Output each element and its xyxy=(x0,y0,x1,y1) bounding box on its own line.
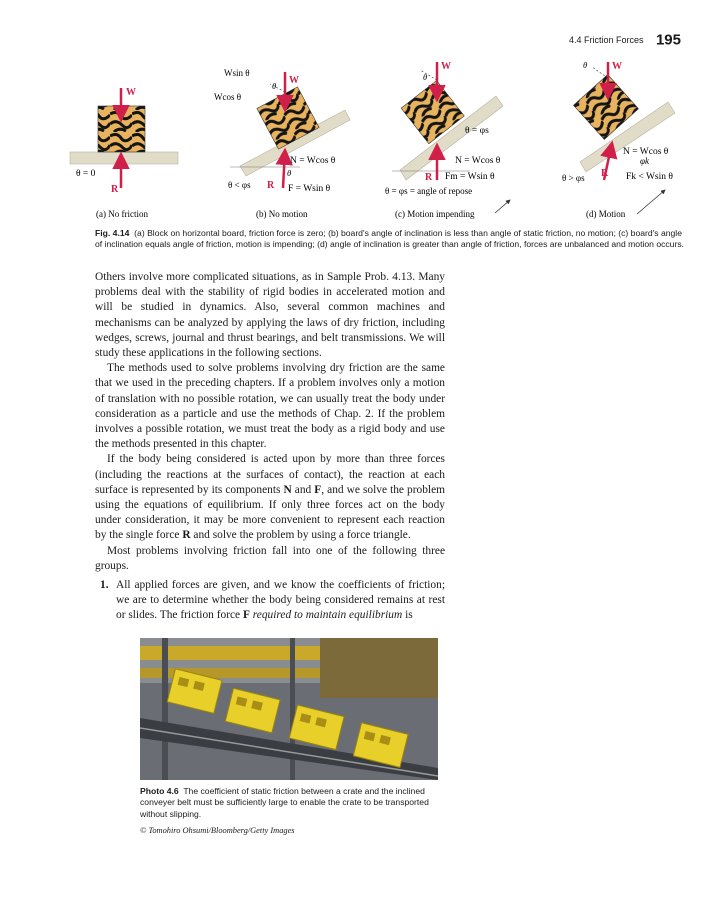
label-theta-c: θ xyxy=(423,72,428,82)
label-R-d: R xyxy=(601,168,609,179)
paragraph-1: Others involve more complicated situations, as in Sample Prob. 4.13. Many problems deal with the stability of rigid bodies in accelerated motion and will be studied in dynamics. Also, several common machines and mechanisms can be analyzed by applying the laws of dry friction, including wedges, screws, journal and thrust bearings, and belt transmissions. We will study these applications in the following sections. xyxy=(95,271,445,360)
panel-c-label: (c) Motion impending xyxy=(395,209,475,219)
label-N-b: N = Wcos θ xyxy=(290,156,336,166)
label-W-c: W xyxy=(441,61,451,72)
label-F-c: Fm = Wsin θ xyxy=(445,172,495,182)
label-theta-a: θ = 0 xyxy=(76,169,96,179)
figure-label: Fig. 4.14 xyxy=(95,228,130,238)
label-theta-b: θ xyxy=(272,81,277,91)
panel-d xyxy=(562,60,675,219)
panel-a-label: (a) No friction xyxy=(96,209,148,219)
label-F-d: Fk < Wsin θ xyxy=(626,172,673,182)
label-W-a: W xyxy=(126,87,136,98)
item1-bold-F: F xyxy=(242,609,250,622)
item1-text-a: All applied forces are given, and we know the coefficients of friction; we are to determine whether the body being considered remains at rest or slides. The friction force xyxy=(116,579,445,622)
label-phi-d: φk xyxy=(640,156,649,166)
item1-text-c: is xyxy=(402,609,413,622)
label-phi-c: θ = φs xyxy=(465,126,489,136)
item1-italic: required to maintain equilibrium xyxy=(249,609,403,622)
paragraph-2: The methods used to solve problems involving dry friction are the same that we used in the preceding chapters. If a problem involves only a motion of translation with no possible rotation, we can usually treat the body under consideration as a particle and use the methods of Chap. 2. If the problem involves a possible rotation, we must treat the body as a rigid body and use the methods presented in this chapter. xyxy=(95,362,445,451)
label-cond-c: θ = φs = angle of repose xyxy=(385,186,473,196)
list-number: 1. xyxy=(100,579,109,592)
p3-bold-R: R xyxy=(182,529,191,542)
section-title: 4.4 Friction Forces xyxy=(568,34,644,45)
label-W-b: W xyxy=(289,75,299,86)
label-theta-d: θ xyxy=(583,60,588,70)
p3-bold-F: F xyxy=(314,483,322,496)
p3-text-a: If the body being considered is acted upon by more than three forces (including the reactions at the surfaces of contact), the reaction at each surface is represented by its components xyxy=(95,453,445,496)
photo-credit: © Tomohiro Ohsumi/Bloomberg/Getty Images xyxy=(140,826,295,835)
figure-4-14 xyxy=(0,0,719,226)
paragraph-3 xyxy=(95,452,445,543)
panel-a xyxy=(70,87,178,219)
paragraph-4: Most problems involving friction fall into one of the following three groups. xyxy=(95,544,445,572)
list-text xyxy=(116,578,445,624)
photo-label: Photo 4.6 xyxy=(140,786,179,796)
panel-d-label: (d) Motion xyxy=(586,209,626,219)
label-R-b: R xyxy=(267,180,275,191)
label-F-b: F = Wsin θ xyxy=(288,184,331,194)
panel-b xyxy=(214,68,350,219)
panel-c xyxy=(385,61,510,219)
label-R-a: R xyxy=(111,184,119,195)
body-text xyxy=(95,270,445,624)
p3-bold-N: N xyxy=(283,483,292,496)
panel-b-label: (b) No motion xyxy=(256,209,308,219)
figure-caption xyxy=(95,228,685,251)
photo-caption-text: The coefficient of static friction between a crate and the inclined conveyer belt must be sufficiently large to enable the crate to be transported without slipping. xyxy=(140,786,429,819)
p3-text-b: and xyxy=(291,483,315,496)
photo-caption xyxy=(140,786,440,820)
list-item-1 xyxy=(95,578,445,624)
motion-arrow-c xyxy=(495,200,510,213)
label-wsin-b: Wsin θ xyxy=(224,68,250,78)
photo-conveyor xyxy=(140,638,438,780)
page-number: 195 xyxy=(655,31,681,49)
p3-text-d: and solve the problem by using a force triangle. xyxy=(190,529,411,542)
label-wcos-b: Wcos θ xyxy=(214,92,242,102)
label-cond-d: θ > φs xyxy=(562,173,585,183)
label-cond-b: θ < φs xyxy=(228,180,251,190)
board-a xyxy=(70,152,178,164)
p3-text-c: , and we solve the problem using the equations of equilibrium. If only three forces act on the body under consideration, it may be more convenient to represent each reaction by the single force xyxy=(95,483,445,542)
motion-arrow-d xyxy=(637,190,665,214)
label-W-d: W xyxy=(612,61,622,72)
figure-caption-text: (a) Block on horizontal board, friction force is zero; (b) board's angle of inclination is less than angle of static friction, no motion; (c) board's angle of inclination equals angle of friction, motion is impending; (d) angle of inclination is greater than angle of friction, forces are unbalanced and motion occurs. xyxy=(95,228,685,250)
label-phi-b: θ xyxy=(287,168,292,178)
label-R-c: R xyxy=(425,172,433,183)
label-N-c: N = Wcos θ xyxy=(455,156,501,166)
label-N-d: N = Wcos θ xyxy=(623,147,669,157)
